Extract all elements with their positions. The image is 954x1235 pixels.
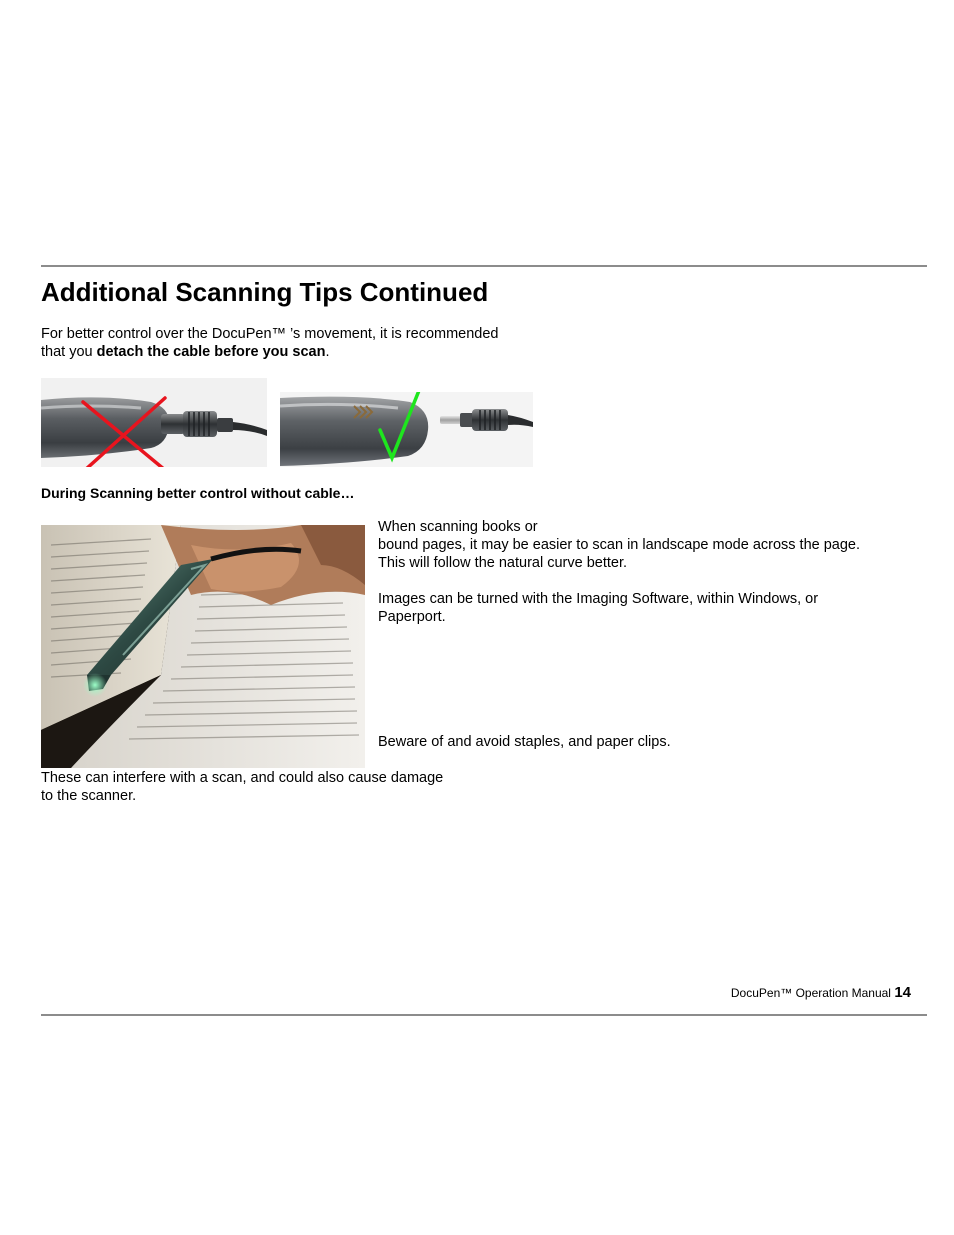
page-footer (731, 983, 911, 1003)
header-rule (41, 265, 927, 267)
interfere-paragraph (41, 769, 443, 805)
interfere-line-1: These can interfere with a scan, and could also cause damage (41, 770, 444, 786)
footer-rule (41, 1014, 927, 1016)
images-line-1: Images can be turned with the Imaging Software, within Windows, or (378, 591, 819, 607)
books-paragraph (378, 518, 860, 572)
images-paragraph (378, 590, 818, 626)
scanner-without-cable-photo (280, 392, 533, 467)
intro-line-2-suffix: . (325, 344, 330, 360)
intro-line-2 (41, 343, 499, 361)
intro-line-1: For better control over the DocuPen™ ’s movement, it is recommended (41, 326, 499, 342)
images-line-2: Paperport. (378, 609, 446, 625)
books-line-1: When scanning books or (378, 519, 538, 535)
staples-paragraph: Beware of and avoid staples, and paper clips. (378, 734, 671, 750)
scanner-with-cable-photo (41, 378, 267, 467)
intro-line-2-prefix: that you (41, 344, 97, 360)
books-line-2: bound pages, it may be easier to scan in landscape mode across the page. (378, 537, 861, 553)
scanning-book-photo (41, 525, 365, 768)
footer-manual-name: DocuPen™ Operation Manual (730, 986, 891, 1000)
photo-caption: During Scanning better control without cable… (41, 485, 355, 501)
page-title: Additional Scanning Tips Continued (41, 277, 489, 307)
books-line-3: This will follow the natural curve better. (378, 555, 628, 571)
intro-line-2-bold: detach the cable before you scan (96, 344, 326, 360)
footer-page-number: 14 (894, 984, 911, 1001)
intro-paragraph (41, 325, 499, 361)
interfere-line-2: to the scanner. (41, 788, 137, 804)
